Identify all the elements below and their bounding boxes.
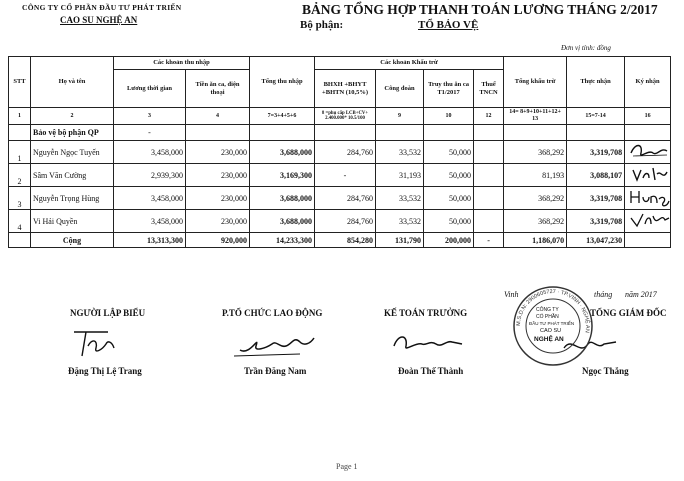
cell-union: 33,532 xyxy=(376,210,424,233)
cell-stt: 4 xyxy=(9,210,31,233)
handwritten-signature xyxy=(627,141,671,161)
signature-cell xyxy=(625,164,671,187)
table-row xyxy=(9,164,671,187)
company-name: CÔNG TY CỔ PHẦN ĐẦU TƯ PHÁT TRIỂN xyxy=(22,3,182,12)
cell-stt: 2 xyxy=(9,164,31,187)
stamp-line4: CAO SU xyxy=(540,328,562,334)
date-month: tháng xyxy=(594,290,613,299)
stamp-line1: CÔNG TY xyxy=(536,307,559,313)
signature-role: KẾ TOÁN TRƯỞNG xyxy=(384,308,468,318)
header-stt: STT xyxy=(9,57,31,108)
index-cell: 3 xyxy=(114,108,186,125)
signer-name: Ngọc Thắng xyxy=(582,366,629,376)
header-union: Công đoàn xyxy=(376,70,424,108)
header-meal: Tiền ăn ca, điện thoại xyxy=(186,70,250,108)
total-income: 14,233,300 xyxy=(250,233,315,248)
payroll-table xyxy=(8,56,671,248)
index-cell: 7=3+4+5+6 xyxy=(250,108,315,125)
page-number: Page 1 xyxy=(336,462,358,471)
table-row xyxy=(9,141,671,164)
cell-ins: - xyxy=(315,164,376,187)
cell-ins: 284,760 xyxy=(315,141,376,164)
total-ins: 854,280 xyxy=(315,233,376,248)
cell-deduct: 368,292 xyxy=(504,210,567,233)
signature-cell xyxy=(625,210,671,233)
cell-union: 31,193 xyxy=(376,164,424,187)
unit-note: Đơn vị tính: đồng xyxy=(561,44,611,52)
total-meal: 920,000 xyxy=(186,233,250,248)
total-union: 131,790 xyxy=(376,233,424,248)
header-net: Thực nhận xyxy=(567,57,625,108)
cell-deduct: 368,292 xyxy=(504,187,567,210)
date-prefix: Vinh xyxy=(504,290,519,299)
cell-ins: 284,760 xyxy=(315,210,376,233)
cell-stt: 3 xyxy=(9,187,31,210)
cell-tax xyxy=(474,210,504,233)
total-net: 13,047,230 xyxy=(567,233,625,248)
cell-total: 3,688,000 xyxy=(250,210,315,233)
index-cell: 8 =phụ cấp LCB+CV+ 2.400.000* 10.5/100 xyxy=(315,108,376,125)
signature-cell xyxy=(625,141,671,164)
cell-net: 3,319,708 xyxy=(567,210,625,233)
cell-name: Nguyễn Trọng Hùng xyxy=(31,187,114,210)
index-cell: 4 xyxy=(186,108,250,125)
table-row xyxy=(9,210,671,233)
signer-name: Đoàn Thế Thành xyxy=(398,366,464,376)
cell-recover: 50,000 xyxy=(424,210,474,233)
cell-meal: 230,000 xyxy=(186,187,250,210)
signature-role: NGƯỜI LẬP BIỂU xyxy=(70,308,146,318)
handwritten-signature xyxy=(627,210,671,230)
cell-union: 33,532 xyxy=(376,141,424,164)
signature-cell xyxy=(625,187,671,210)
total-recover: 200,000 xyxy=(424,233,474,248)
cell-salary: 2,939,300 xyxy=(114,164,186,187)
header-name: Họ và tên xyxy=(31,57,114,108)
cell-salary: 3,458,000 xyxy=(114,141,186,164)
cell-meal: 230,000 xyxy=(186,210,250,233)
accountant-signature xyxy=(388,326,468,358)
totals-label: Cộng xyxy=(31,233,114,248)
index-cell: 2 xyxy=(31,108,114,125)
cell-total: 3,688,000 xyxy=(250,141,315,164)
handwritten-signature xyxy=(627,187,671,207)
cell-tax xyxy=(474,141,504,164)
cell-recover: 50,000 xyxy=(424,187,474,210)
cell-deduct: 368,292 xyxy=(504,141,567,164)
index-cell: 1 xyxy=(9,108,31,125)
totals-row xyxy=(9,233,671,248)
header-deduct-group: Các khoản Khấu trừ xyxy=(315,57,504,70)
header-total-deduct: Tổng khấu trừ xyxy=(504,57,567,108)
stamp-line3: ĐẦU TƯ PHÁT TRIỂN xyxy=(529,321,575,326)
cell-net: 3,319,708 xyxy=(567,141,625,164)
cell-recover: 50,000 xyxy=(424,164,474,187)
cell-tax xyxy=(474,187,504,210)
signer-name: Đặng Thị Lệ Trang xyxy=(68,366,142,376)
company-subname: CAO SU NGHỆ AN xyxy=(60,15,138,25)
company-stamp xyxy=(512,285,594,367)
cell-ins: 284,760 xyxy=(315,187,376,210)
group-label: Bảo vệ bộ phận QP xyxy=(31,125,114,141)
cell-salary: 3,458,000 xyxy=(114,187,186,210)
signer-name: Trần Đăng Nam xyxy=(244,366,307,376)
cell-meal: 230,000 xyxy=(186,141,250,164)
cell-tax xyxy=(474,164,504,187)
cell-meal: 230,000 xyxy=(186,164,250,187)
total-tax: - xyxy=(474,233,504,248)
cell-name: Nguyễn Ngọc Tuyến xyxy=(31,141,114,164)
cell-salary: 3,458,000 xyxy=(114,210,186,233)
cell-deduct: 81,193 xyxy=(504,164,567,187)
preparer-signature xyxy=(68,326,128,362)
department-value: TỔ BẢO VỆ xyxy=(418,19,479,31)
header-recover-meal: Truy thu ăn ca T1/2017 xyxy=(424,70,474,108)
index-cell: 16 xyxy=(625,108,671,125)
cell-union: 33,532 xyxy=(376,187,424,210)
header-total-income: Tổng thu nhập xyxy=(250,57,315,108)
cell-name: Sâm Văn Cường xyxy=(31,164,114,187)
cell-recover: 50,000 xyxy=(424,141,474,164)
group-mark: - xyxy=(114,125,186,141)
stamp-ring-icon xyxy=(512,285,594,367)
index-cell: 10 xyxy=(424,108,474,125)
stamp-line2: CỔ PHẦN xyxy=(536,314,559,320)
header-insurance: BHXH +BHYT +BHTN (10,5%) xyxy=(315,70,376,108)
stamp-ring-text: M.S.D.N: 2900605727 · TP.VINH · NGHỆ AN xyxy=(515,288,591,334)
header-sign: Ký nhận xyxy=(625,57,671,108)
table-row xyxy=(9,187,671,210)
cell-name: Vi Hải Quyền xyxy=(31,210,114,233)
cell-net: 3,319,708 xyxy=(567,187,625,210)
index-row xyxy=(9,108,671,125)
index-cell: 15=7-14 xyxy=(567,108,625,125)
cell-stt: 1 xyxy=(9,141,31,164)
signature-role: TỔNG GIÁM ĐỐC xyxy=(590,308,667,318)
labor-dept-signature xyxy=(230,326,320,362)
date-year: năm 2017 xyxy=(625,290,657,299)
cell-net: 3,088,107 xyxy=(567,164,625,187)
header-income-group: Các khoản thu nhập xyxy=(114,57,250,70)
handwritten-signature xyxy=(627,164,671,184)
index-cell: 9 xyxy=(376,108,424,125)
index-cell: 12 xyxy=(474,108,504,125)
department-label: Bộ phận: xyxy=(300,19,344,31)
header-tax: Thuế TNCN xyxy=(474,70,504,108)
signature-role: P.TỔ CHỨC LAO ĐỘNG xyxy=(222,308,323,318)
document-title: BẢNG TỔNG HỢP THANH TOÁN LƯƠNG THÁNG 2/2017 xyxy=(302,2,658,17)
cell-total: 3,169,300 xyxy=(250,164,315,187)
total-salary: 13,313,300 xyxy=(114,233,186,248)
total-deduct: 1,186,070 xyxy=(504,233,567,248)
header-salary: Lương thời gian xyxy=(114,70,186,108)
stamp-line5: NGHỆ AN xyxy=(534,336,564,343)
cell-total: 3,688,000 xyxy=(250,187,315,210)
index-cell: 14= 8+9+10+11+12+ 13 xyxy=(504,108,567,125)
group-row xyxy=(9,125,671,141)
